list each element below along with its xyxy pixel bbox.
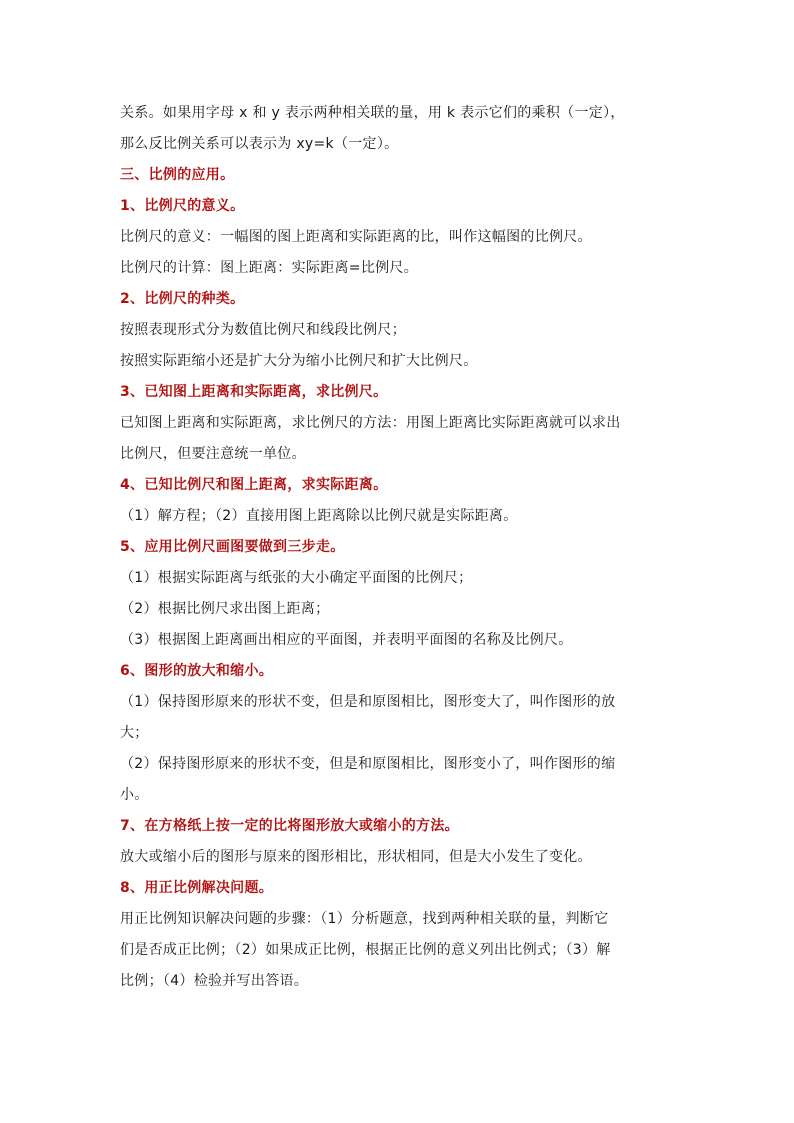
subsection-heading: 2、比例尺的种类。 [120, 291, 245, 307]
subsection-heading: 6、图形的放大和缩小。 [120, 663, 274, 679]
body-line: （1）根据实际距离与纸张的大小确定平面图的比例尺； [120, 570, 473, 586]
body-line: 关系。如果用字母 x 和 y 表示两种相关联的量，用 k 表示它们的乘积（一定）， [120, 105, 625, 121]
body-line: 用正比例知识解决问题的步骤：（1）分析题意，找到两种相关联的量，判断它 [120, 911, 609, 927]
section-heading: 三、比例的应用。 [120, 167, 235, 183]
body-line: 比例尺，但要注意统一单位。 [120, 446, 306, 462]
body-line: 按照表现形式分为数值比例尺和线段比例尺； [120, 322, 406, 338]
body-line: 比例尺的计算：图上距离：实际距离=比例尺。 [120, 260, 419, 276]
body-line: （1）解方程；（2）直接用图上距离除以比例尺就是实际距离。 [120, 508, 518, 524]
body-line: （3）根据图上距离画出相应的平面图，并表明平面图的名称及比例尺。 [120, 632, 573, 648]
body-line: 按照实际距缩小还是扩大分为缩小比例尺和扩大比例尺。 [120, 353, 478, 369]
body-line: 已知图上距离和实际距离，求比例尺的方法：用图上距离比实际距离就可以求出 [120, 415, 621, 431]
body-line: 大； [120, 725, 149, 741]
body-line: 小。 [120, 787, 149, 803]
body-line: （2）保持图形原来的形状不变，但是和原图相比，图形变小了，叫作图形的缩 [120, 756, 616, 772]
body-line: 比例；（4）检验并写出答语。 [120, 973, 309, 989]
body-line: （1）保持图形原来的形状不变，但是和原图相比，图形变大了，叫作图形的放 [120, 694, 616, 710]
body-line: 比例尺的意义：一幅图的图上距离和实际距离的比，叫作这幅图的比例尺。 [120, 229, 592, 245]
body-line: 们是否成正比例；（2）如果成正比例，根据正比例的意义列出比例式；（3）解 [120, 942, 611, 958]
subsection-heading: 1、比例尺的意义。 [120, 198, 245, 214]
body-line: （2）根据比例尺求出图上距离； [120, 601, 330, 617]
subsection-heading: 3、已知图上距离和实际距离，求比例尺。 [120, 384, 388, 400]
subsection-heading: 7、在方格纸上按一定的比将图形放大或缩小的方法。 [120, 818, 459, 834]
body-line: 放大或缩小后的图形与原来的图形相比，形状相同，但是大小发生了变化。 [120, 849, 592, 865]
document-body [120, 98, 678, 997]
subsection-heading: 5、应用比例尺画图要做到三步走。 [120, 539, 345, 555]
body-line: 那么反比例关系可以表示为 xy=k（一定）。 [120, 136, 399, 152]
subsection-heading: 4、已知比例尺和图上距离，求实际距离。 [120, 477, 388, 493]
subsection-heading: 8、用正比例解决问题。 [120, 880, 274, 896]
